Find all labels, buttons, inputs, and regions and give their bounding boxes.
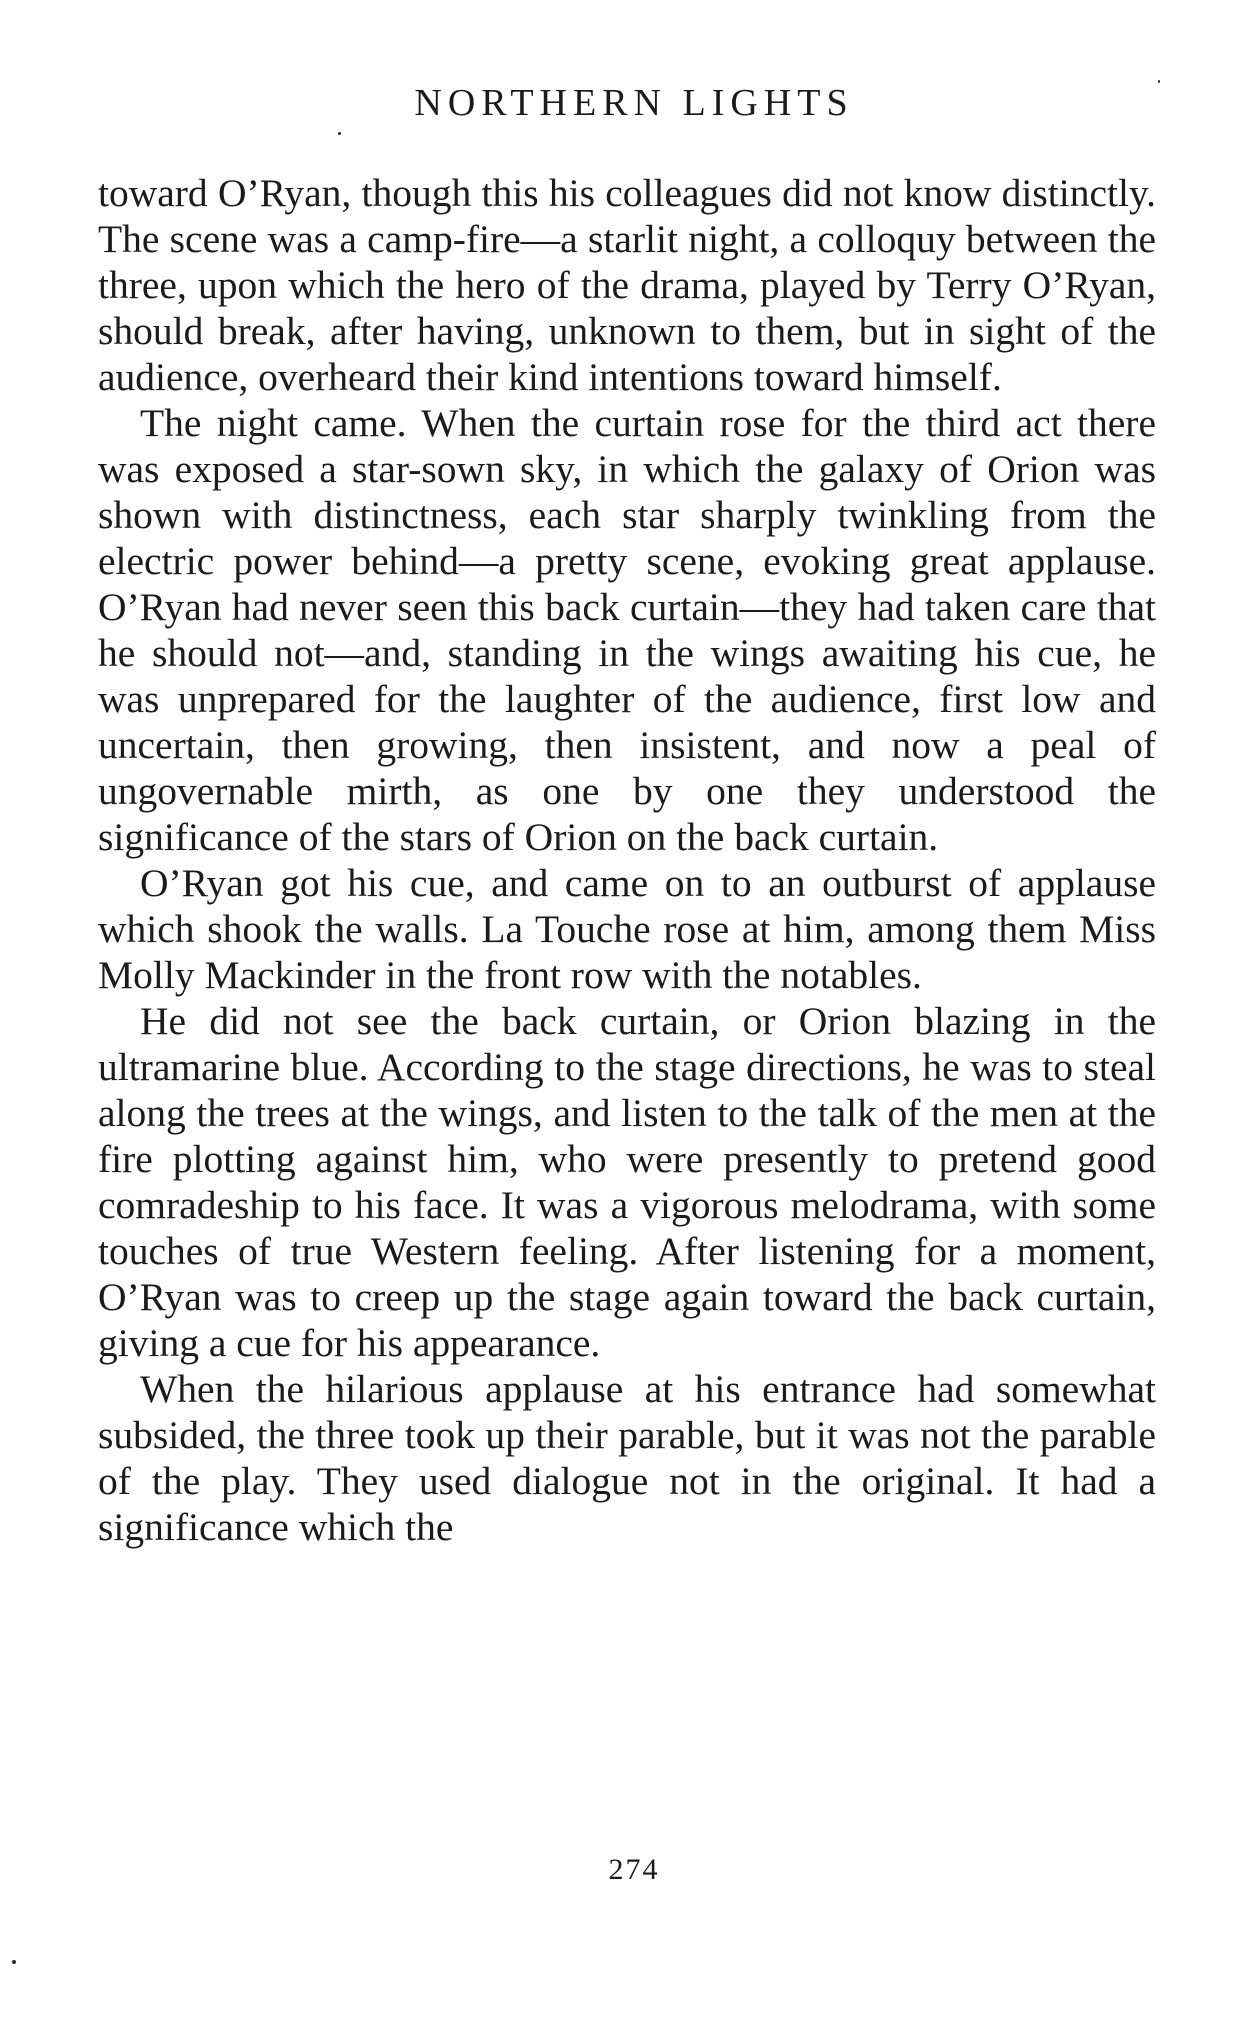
- paragraph: toward O’Ryan, though this his colleagues did not know distinctly. The scene was a camp-fire—a starlit night, a colloquy between the three, upon which the hero of the drama, played by Terry O’Ryan, should break, after having, unknown to them, but in sight of the audience, overheard their kind intentions toward himself.: [98, 171, 1156, 399]
- scan-speck: [338, 132, 341, 135]
- paragraph: When the hilarious applause at his entrance had somewhat subsided, the three took up their parable, but it was not the parable of the play. They used dialogue not in the original. It had a significance which the: [98, 1367, 1156, 1549]
- running-title: NORTHERN LIGHTS: [414, 82, 854, 124]
- body-text: [98, 170, 1156, 1550]
- page-number: 274: [608, 1853, 660, 1886]
- paragraph: O’Ryan got his cue, and came on to an outburst of applause which shook the walls. La Touche rose at him, among them Miss Molly Mackinder in the front row with the notables.: [98, 861, 1156, 997]
- scan-speck: [12, 1960, 16, 1964]
- paragraph: He did not see the back curtain, or Orion blazing in the ultramarine blue. According to the stage directions, he was to steal along the trees at the wings, and listen to the talk of the men at the fire plotting against him, who were presently to pretend good comradeship to his face. It was a vigorous melodrama, with some touches of true Western feeling. After listening for a moment, O’Ryan was to creep up the stage again toward the back curtain, giving a cue for his appearance.: [98, 999, 1156, 1365]
- scan-speck: [1158, 80, 1160, 83]
- paragraph: The night came. When the curtain rose for the third act there was exposed a star-sown sky, in which the galaxy of Orion was shown with distinctness, each star sharply twinkling from the electric power behind—a pretty scene, evoking great applause. O’Ryan had never seen this back curtain—they had taken care that he should not—and, standing in the wings awaiting his cue, he was unprepared for the laughter of the audience, first low and uncertain, then growing, then insistent, and now a peal of ungovernable mirth, as one by one they understood the significance of the stars of Orion on the back curtain.: [98, 401, 1156, 859]
